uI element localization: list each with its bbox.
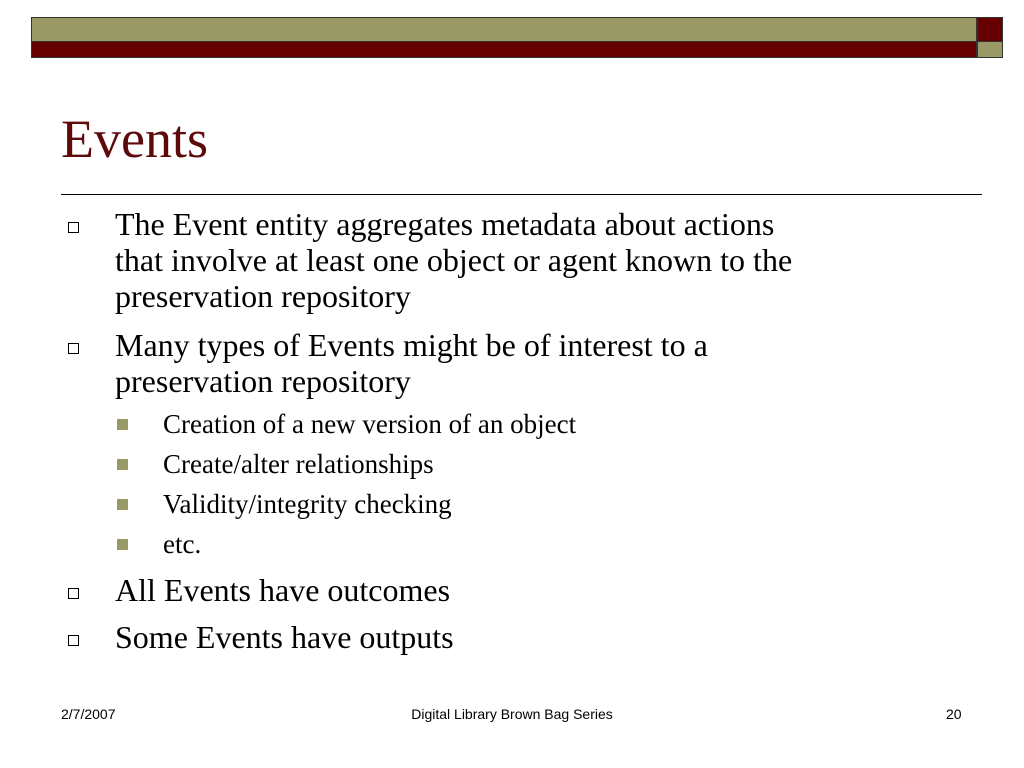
title-divider <box>61 194 982 195</box>
sub-bullet-4 <box>66 529 986 560</box>
hollow-square-bullet-icon <box>68 343 79 354</box>
bullet-1 <box>66 206 986 314</box>
header-bar-maroon <box>31 42 977 58</box>
bullet-2-line-1: Many types of Events might be of interest to a <box>115 327 708 363</box>
bullet-1-line-2: that involve at least one object or agent known to the <box>115 242 793 278</box>
bullet-1-line-1: The Event entity aggregates metadata about actions <box>115 206 775 242</box>
sub-bullet-4-text: etc. <box>163 529 202 559</box>
bullet-4 <box>66 619 986 655</box>
filled-square-bullet-icon <box>117 419 128 430</box>
sub-bullet-2-text: Create/alter relationships <box>163 449 434 479</box>
header-square-maroon <box>977 17 1003 42</box>
filled-square-bullet-icon <box>117 499 128 510</box>
hollow-square-bullet-icon <box>68 635 79 646</box>
bullet-2 <box>66 327 986 399</box>
sub-bullet-1-text: Creation of a new version of an object <box>163 409 577 439</box>
bullet-2-line-2: preservation repository <box>115 363 411 399</box>
header-bar-olive <box>31 17 977 42</box>
bullet-3 <box>66 572 986 608</box>
bullet-4-text: Some Events have outputs <box>115 619 454 655</box>
sub-bullet-3-text: Validity/integrity checking <box>163 489 452 519</box>
header-square-olive <box>977 42 1003 58</box>
bullet-1-line-3: preservation repository <box>115 278 411 314</box>
footer-date: 2/7/2007 <box>61 706 116 722</box>
footer-page-number: 20 <box>946 706 962 722</box>
bullet-3-text: All Events have outcomes <box>115 572 451 608</box>
slide-body <box>66 206 986 655</box>
sub-bullet-2 <box>66 449 986 480</box>
filled-square-bullet-icon <box>117 459 128 470</box>
filled-square-bullet-icon <box>117 539 128 550</box>
slide-title: Events <box>61 109 208 169</box>
hollow-square-bullet-icon <box>68 588 79 599</box>
footer-series: Digital Library Brown Bag Series <box>411 706 613 722</box>
hollow-square-bullet-icon <box>68 222 79 233</box>
sub-bullet-1 <box>66 409 986 440</box>
sub-bullet-3 <box>66 489 986 520</box>
